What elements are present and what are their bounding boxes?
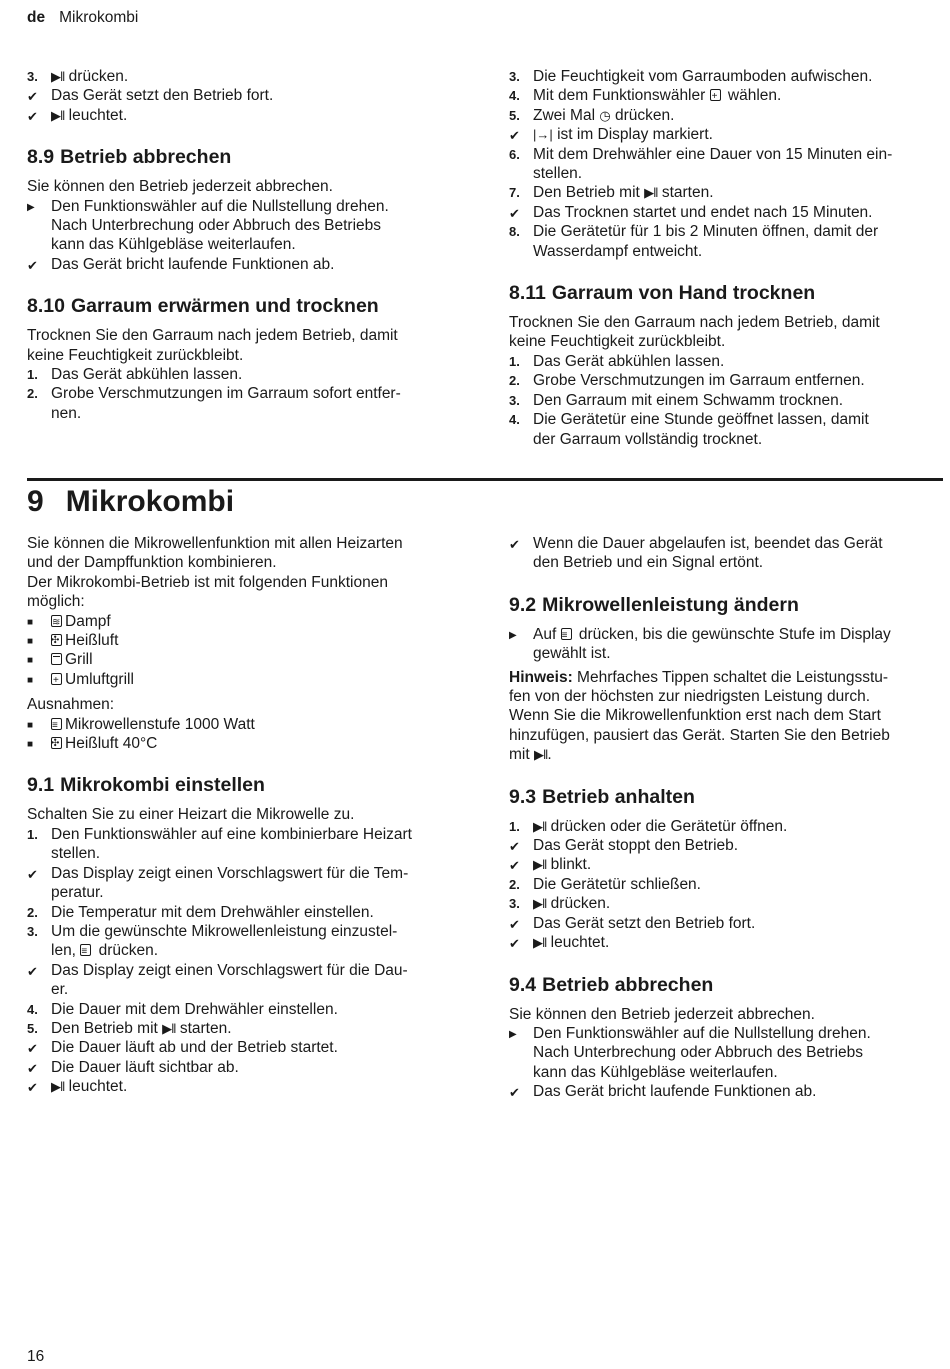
step-item: 2. Grobe Verschmutzungen im Garraum sofort entfer- nen. bbox=[27, 385, 401, 422]
result-item: ✔ Das Gerät bricht laufende Funktionen ab. bbox=[509, 1082, 939, 1101]
steam-icon bbox=[51, 615, 62, 627]
step-item: 1. Das Gerät abkühlen lassen. bbox=[509, 352, 725, 370]
chapter-divider bbox=[27, 478, 943, 481]
play-pause-icon: ▶︎‖ bbox=[51, 107, 65, 123]
hot-air-icon bbox=[51, 737, 62, 749]
section-heading: 9.4 Betrieb abbrechen bbox=[509, 973, 714, 996]
exceptions-label: Ausnahmen: bbox=[27, 696, 115, 714]
right-bottom-column bbox=[509, 534, 939, 1102]
result-item: ✔ Das Display zeigt einen Vorschlagswert für die Tem- peratur. bbox=[27, 864, 409, 902]
square-bullet-icon: ■ bbox=[27, 655, 34, 667]
arrow-right-icon: ▶ bbox=[509, 629, 517, 641]
result-item: ✔ Das Trocknen startet und endet nach 15 Minuten. bbox=[509, 203, 939, 222]
paragraph: Trocknen Sie den Garraum nach jedem Betrieb, damit keine Feuchtigkeit zurückbleibt. bbox=[27, 327, 398, 364]
check-icon: ✔ bbox=[27, 257, 38, 273]
check-icon: ✔ bbox=[509, 205, 520, 221]
exception-list-item: ■ ✣ Heißluft 40°C bbox=[27, 734, 457, 753]
check-icon: ✔ bbox=[27, 1080, 38, 1096]
grill-icon bbox=[51, 653, 62, 665]
step-item: 2. Die Gerätetür schließen. bbox=[509, 875, 701, 893]
paragraph: Sie können die Mikrowellenfunktion mit allen Heizarten und der Dampffunktion kombinieren. Der Mikrokombi-Betrieb ist mit folgenden Funktionen möglich: bbox=[27, 535, 403, 611]
hint-paragraph: Hinweis: Mehrfaches Tippen schaltet die Leistungsstu- fen von der höchsten zur niedrigsten Leistung durch. Wenn Sie die Mikrowellenfunktion erst nach dem Start hinzufügen, pausiert das Gerät. Starten Sie den Betrieb mit ▶︎‖. bbox=[509, 668, 890, 764]
left-bottom-column bbox=[27, 534, 457, 1097]
page-header bbox=[27, 9, 138, 27]
umluftgrill-icon bbox=[51, 673, 62, 685]
step-item: 5. Den Betrieb mit ▶︎‖ starten. bbox=[27, 1019, 232, 1037]
play-pause-icon: ▶︎‖ bbox=[533, 747, 548, 763]
step-item: 3. Den Garraum mit einem Schwamm trocknen. bbox=[509, 391, 844, 409]
check-icon: ✔ bbox=[27, 1060, 38, 1076]
step-item: 2. Grobe Verschmutzungen im Garraum entfernen. bbox=[509, 372, 865, 390]
microwave-icon bbox=[80, 944, 91, 956]
result-item: ✔ Das Display zeigt einen Vorschlagswert für die Dau- er. bbox=[27, 961, 408, 999]
function-list-item: ■ ✣ Heißluft bbox=[27, 631, 457, 650]
result-item: ✔ Die Dauer läuft sichtbar ab. bbox=[27, 1058, 457, 1077]
section-heading: 9.3 Betrieb anhalten bbox=[509, 785, 695, 808]
step-item: 7. Den Betrieb mit ▶︎‖ starten. bbox=[509, 184, 714, 202]
check-icon: ✔ bbox=[27, 963, 38, 979]
check-icon: ✔ bbox=[509, 537, 520, 552]
arrow-right-icon: ▶ bbox=[509, 1028, 517, 1040]
section-heading: 8.10 Garraum erwärmen und trocknen bbox=[27, 295, 379, 318]
step-item: 8. Die Gerätetür für 1 bis 2 Minuten öffnen, damit der Wasserdampf entweicht. bbox=[509, 223, 879, 260]
step-item: 2. Die Temperatur mit dem Drehwähler einstellen. bbox=[27, 903, 374, 921]
result-item: ✔ ▶︎‖ blinkt. bbox=[509, 855, 939, 874]
step-item: 1. Den Funktionswähler auf eine kombinierbare Heizart stellen. bbox=[27, 825, 412, 863]
step-item: 1. Das Gerät abkühlen lassen. bbox=[27, 366, 243, 384]
play-pause-icon: ▶︎‖ bbox=[51, 1079, 65, 1095]
square-bullet-icon: ■ bbox=[27, 674, 34, 686]
step-item: 6. Mit dem Drehwähler eine Dauer von 15 Minuten ein- stellen. bbox=[509, 145, 893, 183]
result-item: ✔ ▶︎‖ leuchtet. bbox=[27, 106, 457, 125]
result-item: ✔ |→| ist im Display markiert. bbox=[509, 125, 939, 144]
instruction-item: ▶ Auf ≡ drücken, bis die gewünschte Stufe im Display gewählt ist. bbox=[509, 625, 939, 664]
microwave-icon bbox=[51, 718, 62, 730]
result-item: ✔ Das Gerät setzt den Betrieb fort. bbox=[27, 86, 457, 105]
check-icon: ✔ bbox=[27, 1041, 38, 1057]
microwave-icon bbox=[561, 628, 572, 640]
paragraph: Sie können den Betrieb jederzeit abbrechen. bbox=[509, 1005, 815, 1023]
play-pause-icon: ▶︎‖ bbox=[533, 896, 547, 912]
result-item: ✔ Das Gerät stoppt den Betrieb. bbox=[509, 836, 939, 855]
check-icon: ✔ bbox=[27, 108, 38, 124]
check-icon: ✔ bbox=[509, 936, 520, 952]
result-item: ✔ Die Dauer läuft ab und der Betrieb startet. bbox=[27, 1038, 457, 1057]
paragraph: Trocknen Sie den Garraum nach jedem Betrieb, damit keine Feuchtigkeit zurückbleibt. bbox=[509, 314, 880, 351]
check-icon: ✔ bbox=[509, 1085, 520, 1101]
play-pause-icon: ▶︎‖ bbox=[51, 69, 65, 84]
instruction-item: ▶ Den Funktionswähler auf die Nullstellung drehen. Nach Unterbrechung oder Abbruch des Betriebs kann das Kühlgebläse weiterlaufen. bbox=[509, 1024, 871, 1081]
result-item: ✔ Das Gerät bricht laufende Funktionen ab. bbox=[27, 255, 457, 274]
play-pause-icon: ▶︎‖ bbox=[533, 857, 547, 873]
function-list-item: ■ + Umluftgrill bbox=[27, 670, 457, 689]
check-icon: ✔ bbox=[509, 916, 520, 932]
result-item: ✔ Wenn die Dauer abgelaufen ist, beendet das Gerät den Betrieb und ein Signal ertönt. bbox=[509, 535, 883, 572]
chapter-title: 9 Mikrokombi bbox=[27, 485, 235, 518]
skip-icon: |→| bbox=[533, 127, 553, 143]
square-bullet-icon: ■ bbox=[27, 719, 34, 731]
instruction-item: ▶ Den Funktionswähler auf die Nullstellung drehen. Nach Unterbrechung oder Abbruch des Betriebs kann das Kühlgebläse weiterlaufen. bbox=[27, 197, 389, 254]
step-item: 3. ▶︎‖ drücken. bbox=[509, 895, 611, 913]
umluftgrill-icon bbox=[710, 89, 721, 101]
check-icon: ✔ bbox=[509, 128, 520, 144]
section-heading: 9.1 Mikrokombi einstellen bbox=[27, 774, 265, 797]
paragraph: Sie können den Betrieb jederzeit abbrechen. bbox=[27, 178, 333, 196]
play-pause-icon: ▶︎‖ bbox=[533, 818, 547, 834]
exception-list-item: ■ ≡ Mikrowellenstufe 1000 Watt bbox=[27, 715, 457, 734]
arrow-right-icon: ▶ bbox=[27, 201, 35, 213]
left-top-column bbox=[27, 67, 457, 423]
step-item: 5. Zwei Mal ◷ drücken. bbox=[509, 106, 675, 124]
square-bullet-icon: ■ bbox=[27, 616, 34, 628]
section-heading: 9.2 Mikrowellenleistung ändern bbox=[509, 593, 799, 616]
section-heading: 8.11 Garraum von Hand trocknen bbox=[509, 282, 816, 305]
check-icon: ✔ bbox=[27, 866, 38, 882]
step-item: 4. Die Gerätetür eine Stunde geöffnet lassen, damit der Garraum vollständig trocknet. bbox=[509, 411, 869, 448]
header-title: Mikrokombi bbox=[59, 9, 139, 26]
result-item: ✔ ▶︎‖ leuchtet. bbox=[509, 933, 939, 952]
step-item: 3. Um die gewünschte Mikrowellenleistung einzustel- len, ≡ drücken. bbox=[27, 922, 457, 961]
play-pause-icon: ▶︎‖ bbox=[644, 185, 658, 201]
result-item: ✔ Das Gerät setzt den Betrieb fort. bbox=[509, 914, 939, 933]
page-number: 16 bbox=[27, 1348, 45, 1365]
step-item: 4. Mit dem Funktionswähler + wählen. bbox=[509, 86, 939, 105]
check-icon: ✔ bbox=[509, 839, 520, 855]
play-pause-icon: ▶︎‖ bbox=[533, 935, 547, 951]
step-item: 3. Die Feuchtigkeit vom Garraumboden aufwischen. bbox=[509, 68, 873, 85]
section-heading: 8.9 Betrieb abbrechen bbox=[27, 146, 232, 169]
step-item: 3. ▶︎‖ drücken. bbox=[27, 68, 129, 85]
step-item: 1. ▶︎‖ drücken oder die Gerätetür öffnen. bbox=[509, 817, 788, 835]
right-top-column bbox=[509, 67, 939, 449]
paragraph: Schalten Sie zu einer Heizart die Mikrowelle zu. bbox=[27, 806, 355, 824]
check-icon: ✔ bbox=[27, 89, 38, 105]
step-item: 4. Die Dauer mit dem Drehwähler einstellen. bbox=[27, 1000, 338, 1018]
hot-air-icon bbox=[51, 634, 62, 646]
function-list-item: ■ ≋ Dampf bbox=[27, 612, 457, 631]
play-pause-icon: ▶︎‖ bbox=[162, 1020, 176, 1036]
check-icon: ✔ bbox=[509, 858, 520, 874]
result-item: ✔ ▶︎‖ leuchtet. bbox=[27, 1077, 457, 1096]
square-bullet-icon: ■ bbox=[27, 636, 34, 648]
language-code: de bbox=[27, 9, 46, 26]
clock-icon: ◷ bbox=[599, 107, 611, 123]
square-bullet-icon: ■ bbox=[27, 739, 34, 751]
function-list-item: ■ Grill bbox=[27, 650, 457, 669]
